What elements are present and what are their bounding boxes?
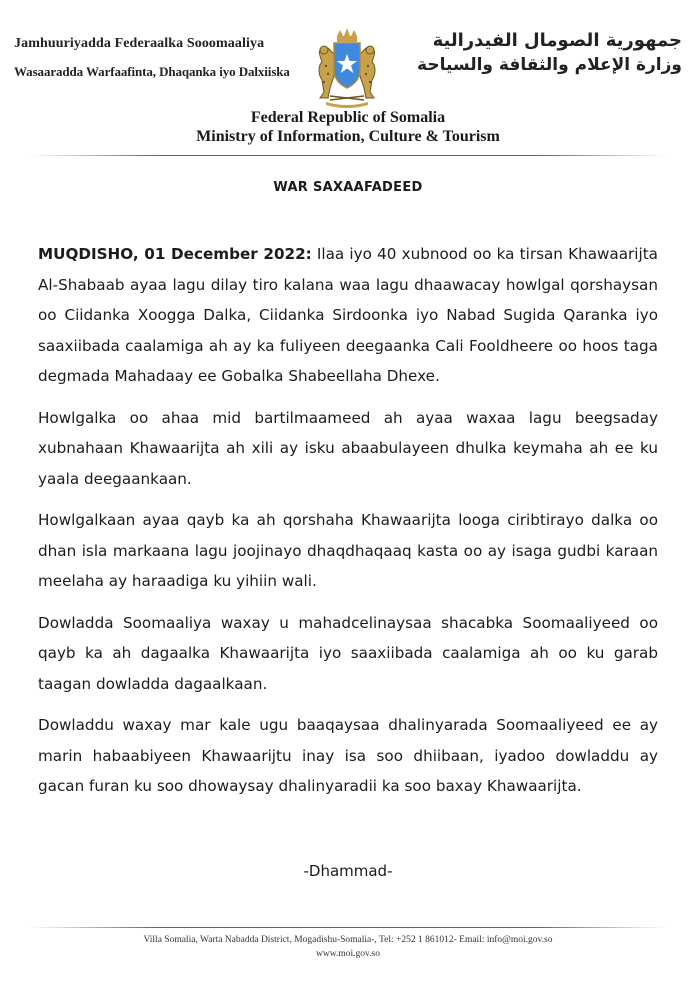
- header-divider: [30, 155, 666, 156]
- crown-icon: [337, 28, 357, 42]
- paragraph-1-text: Ilaa iyo 40 xubnood oo ka tirsan Khawaarijta Al-Shabaab ayaa lagu dilay tiro kalana waa lagu dhaawacay howlgal qorshaysan oo Ciidanka Xoogga Dalka, Ciidanka Sirdoonka iyo Nabad Sugida Qaranka iyo saaxiibada caalamiga ah ay ka fuliyeen deegaanka Cali Fooldheere oo hoos taga degmada Mahadaay ee Gobalka Shabeellaha Dhexe.: [38, 245, 658, 385]
- letterhead-arabic-line2: وزارة الإعلام والثقافة والسياحة: [417, 55, 682, 75]
- paragraph-1: [38, 239, 658, 392]
- spears-icon: [330, 96, 364, 100]
- press-release-body: [38, 239, 658, 813]
- paragraph-5: Dowladdu waxay mar kale ugu baaqaysaa dhalinyarada Soomaaliyeed ee ay marin habaabiyeen Khawaarijtu inay isa soo dhiibaan, iyadoo dowladdu ay gacan furan ku soo dhowaysay dhalinyaradii ka soo baxay Khawaarijta.: [38, 716, 658, 795]
- letterhead: [0, 0, 696, 160]
- coat-of-arms-emblem: [306, 26, 388, 108]
- letterhead-arabic-block: [417, 30, 682, 75]
- document-title: WAR SAXAAFADEED: [273, 180, 423, 195]
- footer: [0, 933, 696, 961]
- footer-address: Villa Somalia, Warta Nabadda District, Mogadishu-Somalia-, Tel: +252 1 861012- Email: info@moi.gov.so: [143, 935, 553, 945]
- footer-website: www.moi.gov.so: [316, 949, 380, 959]
- footer-divider: [30, 927, 666, 928]
- letterhead-english-block: [0, 108, 696, 146]
- letterhead-somali-block: [14, 36, 290, 80]
- paragraph-3: Howlgalkaan ayaa qayb ka ah qorshaha Khawaarijta looga ciribtirayo dalka oo dhan isla markaana lagu joojinayo dhaqdhaqaaq kasta oo ay isaga gudbi karaan meelaha ay haraadiga ku yihiin wali.: [38, 511, 658, 590]
- shield-icon: [334, 43, 360, 88]
- letterhead-somali-line2: Wasaaradda Warfaafinta, Dhaqanka iyo Dalxiiska: [14, 64, 290, 79]
- letterhead-ministry-name: Ministry of Information, Culture & Tourism: [196, 128, 500, 145]
- letterhead-country-name: Federal Republic of Somalia: [250, 109, 446, 126]
- paragraph-4: Dowladda Soomaaliya waxay u mahadcelinaysaa shacabka Soomaaliyeed oo qayb ka ah dagaalka Khawaarijta iyo saaxiibada caalamiga ah oo ku garab taagan dowladda dagaalkaan.: [38, 613, 658, 693]
- closing-mark: -Dhammad-: [303, 862, 393, 880]
- dateline: MUQDISHO, 01 December 2022:: [38, 245, 312, 263]
- paragraph-2: Howlgalka oo ahaa mid bartilmaameed ah ayaa waxaa lagu beegsaday xubnahaan Khawaarijta ah xili ay isku abaabulayeen dhulka keymaha ah ee ku yaala deegaankaan.: [38, 408, 658, 488]
- letterhead-somali-line1: Jamhuuriyadda Federaalka Sooomaaliya: [14, 36, 265, 51]
- letterhead-arabic-line1: جمهورية الصومال الفيدرالية: [432, 30, 682, 51]
